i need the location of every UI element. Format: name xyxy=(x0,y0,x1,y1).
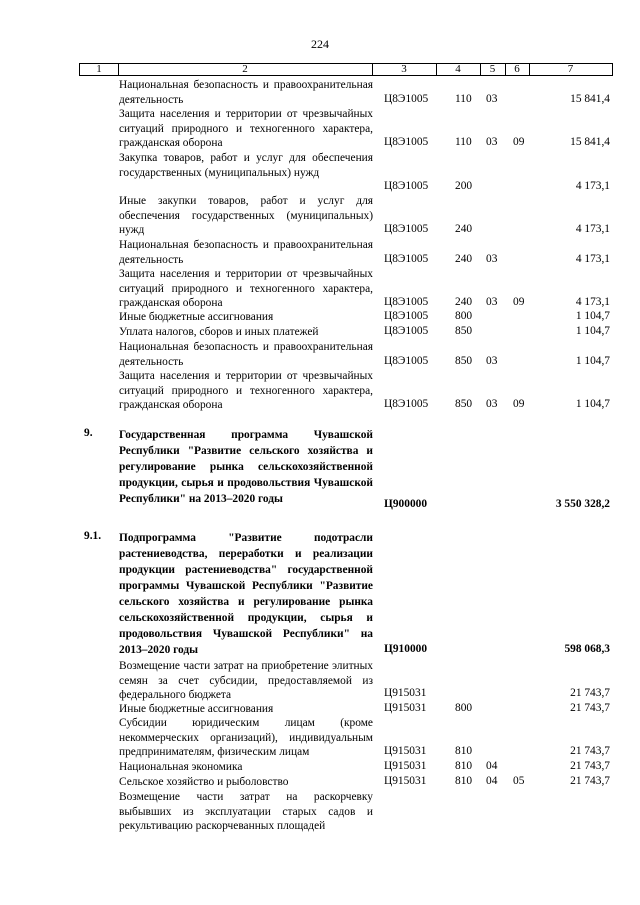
row-text: Возмещение части затрат на приобретение элитных семян за счет субсидии, предоставляемой из федерального бюджета xyxy=(119,660,373,702)
row-amount: 21 743,7 xyxy=(570,702,610,714)
row-col4: 810 xyxy=(455,745,473,757)
row-code: Ц8Э1005 xyxy=(384,398,429,410)
header-col-3: 3 xyxy=(401,63,407,75)
row-amount: 1 104,7 xyxy=(575,398,610,410)
row-text: Защита населения и территории от чрезвычайных ситуаций природного и техногенного характера, гражданская оборона xyxy=(119,268,373,310)
row-col6: 09 xyxy=(513,136,525,148)
row-amount: 21 743,7 xyxy=(570,687,610,699)
row-text: Защита населения и территории от чрезвычайных ситуаций природного и техногенного характера, гражданская оборона xyxy=(119,370,373,412)
row-amount: 1 104,7 xyxy=(575,310,610,322)
row-text: Национальная безопасность и правоохранительная деятельность xyxy=(119,239,373,266)
header-col-1: 1 xyxy=(96,63,102,75)
row-code: Ц915031 xyxy=(384,702,427,714)
row-text: Национальная безопасность и правоохранительная деятельность xyxy=(119,341,373,368)
row-col6: 05 xyxy=(513,775,525,787)
row-col4: 850 xyxy=(455,355,473,367)
row-code: Ц910000 xyxy=(384,643,428,655)
row-code: Ц915031 xyxy=(384,687,427,699)
row-col4: 850 xyxy=(455,325,473,337)
row-code: Ц8Э1005 xyxy=(384,253,429,265)
row-amount: 598 068,3 xyxy=(564,643,610,655)
row-number: 9.1. xyxy=(84,530,102,542)
row-code: Ц8Э1005 xyxy=(384,136,429,148)
row-amount: 4 173,1 xyxy=(575,296,610,308)
header-col-7: 7 xyxy=(567,63,574,75)
row-col5: 04 xyxy=(486,775,498,787)
row-col5: 04 xyxy=(486,760,498,772)
row-text: Субсидии юридическим лицам (кроме некоммерческих организаций), индивидуальным предпринимателям, физическим лицам xyxy=(119,717,373,759)
row-col4: 850 xyxy=(455,398,473,410)
row-amount: 1 104,7 xyxy=(575,355,610,367)
row-text: Национальная безопасность и правоохранительная деятельность xyxy=(119,79,373,106)
row-text: Защита населения и территории от чрезвычайных ситуаций природного и техногенного характера, гражданская оборона xyxy=(119,108,373,150)
row-amount: 1 104,7 xyxy=(575,325,610,337)
row-text: Национальная экономика xyxy=(119,761,243,773)
row-amount: 21 743,7 xyxy=(570,745,610,757)
row-code: Ц8Э1005 xyxy=(384,355,429,367)
row-col5: 03 xyxy=(486,398,498,410)
row-code: Ц8Э1005 xyxy=(384,93,429,105)
row-col6: 09 xyxy=(513,296,525,308)
row-amount: 21 743,7 xyxy=(570,760,610,772)
row-col4: 110 xyxy=(455,136,472,148)
row-col5: 03 xyxy=(486,355,498,367)
row-code: Ц8Э1005 xyxy=(384,325,429,337)
header-col-5: 5 xyxy=(489,63,496,75)
row-amount: 3 550 328,2 xyxy=(555,498,610,510)
row-col5: 03 xyxy=(486,93,498,105)
header-col-2: 2 xyxy=(242,63,248,75)
row-text: Закупка товаров, работ и услуг для обеспечения государственных (муниципальных) нужд xyxy=(119,152,373,179)
row-code: Ц900000 xyxy=(384,498,428,510)
row-col5: 03 xyxy=(486,253,498,265)
row-text: Иные бюджетные ассигнования xyxy=(119,703,274,715)
row-code: Ц915031 xyxy=(384,745,427,757)
row-col4: 240 xyxy=(455,296,473,308)
row-code: Ц8Э1005 xyxy=(384,180,429,192)
row-amount: 4 173,1 xyxy=(575,180,610,192)
row-amount: 15 841,4 xyxy=(570,136,610,148)
header-col-4: 4 xyxy=(455,63,461,75)
table-header xyxy=(79,63,613,76)
row-col5: 03 xyxy=(486,296,498,308)
row-col6: 09 xyxy=(513,398,525,410)
row-code: Ц8Э1005 xyxy=(384,296,429,308)
row-col4: 800 xyxy=(455,310,473,322)
row-text: Возмещение части затрат на раскорчевку выбывших из эксплуатации старых садов и рекультивацию раскорчеванных площадей xyxy=(119,791,373,833)
row-code: Ц915031 xyxy=(384,775,427,787)
row-col4: 200 xyxy=(455,180,473,192)
row-text: Сельское хозяйство и рыболовство xyxy=(119,776,289,788)
row-amount: 4 173,1 xyxy=(575,253,610,265)
row-number: 9. xyxy=(84,427,93,439)
row-text: Иные бюджетные ассигнования xyxy=(119,311,274,323)
row-col4: 810 xyxy=(455,775,473,787)
row-col4: 240 xyxy=(455,223,473,235)
row-code: Ц8Э1005 xyxy=(384,310,429,322)
row-text: Подпрограмма "Развитие подотрасли растениеводства, переработки и реализации продукции растениеводства" государственной программы Чувашской Республики "Развитие сельского хозяйства и регулирование рынка сельскохозяйственной продукции, сырья и продовольствия Чувашской Республики" на 2013–2020 годы xyxy=(119,532,373,656)
row-code: Ц8Э1005 xyxy=(384,223,429,235)
header-col-6: 6 xyxy=(514,63,520,75)
row-text: Государственная программа Чувашской Республики "Развитие сельского хозяйства и регулирование рынка сельскохозяйственной продукции, сырья и продовольствия Чувашской Республики" на 2013–2020 годы xyxy=(119,429,373,505)
row-col4: 110 xyxy=(455,93,472,105)
row-text: Уплата налогов, сборов и иных платежей xyxy=(119,326,319,338)
row-amount: 21 743,7 xyxy=(570,775,610,787)
row-col4: 240 xyxy=(455,253,473,265)
row-amount: 4 173,1 xyxy=(575,223,610,235)
page-number: 224 xyxy=(311,37,329,51)
row-amount: 15 841,4 xyxy=(570,93,610,105)
row-text: Иные закупки товаров, работ и услуг для обеспечения государственных (муниципальных) нужд xyxy=(119,195,373,237)
row-col4: 800 xyxy=(455,702,473,714)
row-col4: 810 xyxy=(455,760,473,772)
row-code: Ц915031 xyxy=(384,760,427,772)
row-col5: 03 xyxy=(486,136,498,148)
